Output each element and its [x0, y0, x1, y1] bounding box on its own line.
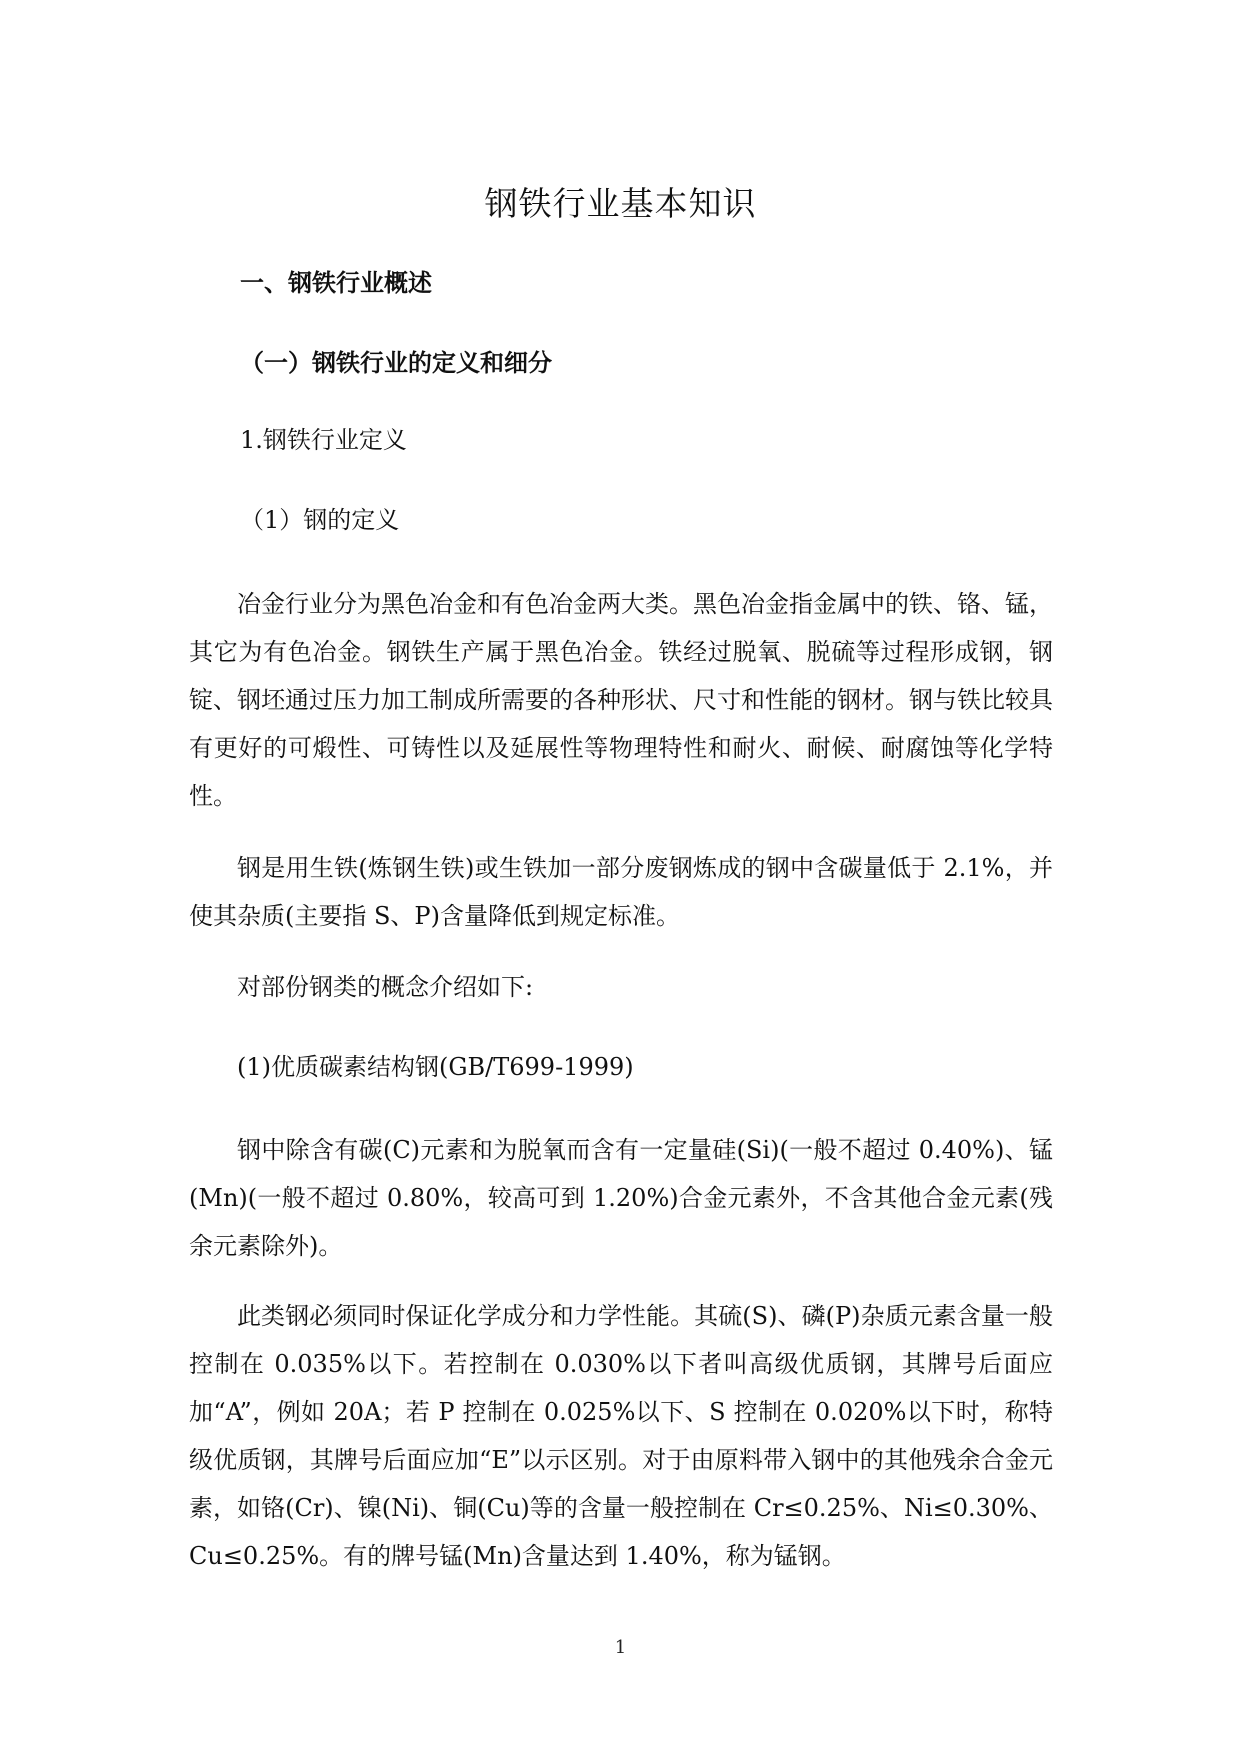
paragraph-steel-definition: 钢是用生铁(炼钢生铁)或生铁加一部分废钢炼成的钢中含碳量低于 2.1%，并使其杂质(主要指 S、P)含量降低到规定标准。 [189, 854, 1053, 930]
page-number: 1 [614, 1637, 627, 1658]
paragraph-composition: 钢中除含有碳(C)元素和为脱氧而含有一定量硅(Si)(一般不超过 0.40%)、锰(Mn)(一般不超过 0.80%，较高可到 1.20%)合金元素外，不含其他合金元素(残余元素除外)。 [189, 1136, 1053, 1260]
subsection-heading: （一）钢铁行业的定义和细分 [240, 349, 552, 377]
paragraph-impurities: 此类钢必须同时保证化学成分和力学性能。其硫(S)、磷(P)杂质元素含量一般控制在 0.035%以下。若控制在 0.030%以下者叫高级优质钢，其牌号后面应加“A”，例如 20A；若 P 控制在 0.025%以下、S 控制在 0.020%以下时，称特级优质钢，其牌号后面应加“E”以示区别。对于由原料带入钢中的其他残余合金元素，如铬(Cr)、镍(Ni)、铜(Cu)等的含量一般控制在 Cr≤0.25%、Ni≤0.30%、Cu≤0.25%。有的牌号锰(Mn)含量达到 1.40%，称为锰钢。 [189, 1302, 1053, 1570]
section-heading: 一、钢铁行业概述 [240, 269, 432, 297]
paragraph-intro: 对部份钢类的概念介绍如下: [237, 973, 534, 1001]
document-title: 钢铁行业基本知识 [484, 184, 757, 223]
sub-subsection-heading: 1.钢铁行业定义 [240, 426, 407, 454]
paragraph-steel-type-heading: (1)优质碳素结构钢(GB/T699-1999) [237, 1053, 634, 1081]
paragraph-metallurgy: 冶金行业分为黑色冶金和有色冶金两大类。黑色冶金指金属中的铁、铬、锰，其它为有色冶金。钢铁生产属于黑色冶金。铁经过脱氧、脱硫等过程形成钢，钢锭、钢坯通过压力加工制成所需要的各种形状、尺寸和性能的钢材。钢与铁比较具有更好的可煅性、可铸性以及延展性等物理特性和耐火、耐候、耐腐蚀等化学特性。 [189, 590, 1053, 810]
item-heading: （1）钢的定义 [240, 506, 400, 534]
